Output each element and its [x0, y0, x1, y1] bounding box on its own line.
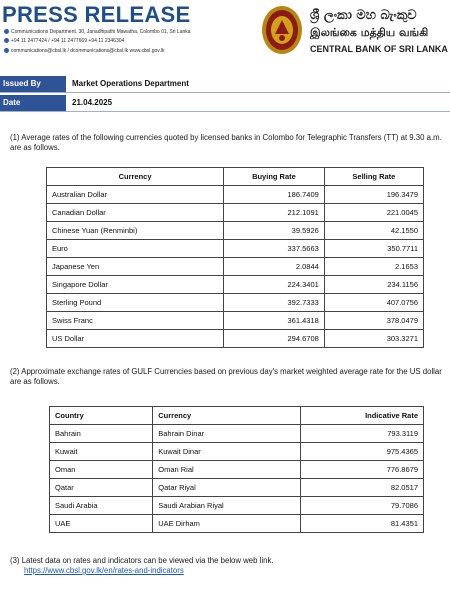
indicative-rate-cell: 793.3119 [300, 425, 423, 443]
selling-rate-cell: 350.7711 [324, 240, 423, 258]
currency-cell: Sterling Pound [47, 294, 224, 312]
buying-rate-cell: 39.5926 [224, 222, 325, 240]
bank-name-sinhala: ශ්‍රී ලංකා මහ බැංකුව [310, 8, 417, 23]
selling-rate-cell: 221.0045 [324, 204, 423, 222]
country-cell: Bahrain [50, 425, 153, 443]
gulf-rates-table [49, 406, 424, 533]
contact-address-text: Communications Department, 30, Janadhipathi Mawatha, Colombo 01, Sri Lanka [11, 29, 191, 35]
selling-rate-cell: 303.3271 [324, 330, 423, 348]
country-cell: Oman [50, 461, 153, 479]
currency-cell: Euro [47, 240, 224, 258]
table-row [50, 443, 424, 461]
buying-rate-cell: 294.6708 [224, 330, 325, 348]
column-header-selling-rate: Selling Rate [324, 168, 423, 186]
section-2-text: (2) Approximate exchange rates of GULF Currencies based on previous day's market weighted average rate for the US dollar are as follows. [10, 367, 442, 386]
currency-cell: Bahrain Dinar [153, 425, 300, 443]
country-cell: Kuwait [50, 443, 153, 461]
buying-rate-cell: 392.7333 [224, 294, 325, 312]
currency-cell: Saudi Arabian Riyal [153, 497, 300, 515]
buying-rate-cell: 212.1091 [224, 204, 325, 222]
indicative-rate-cell: 975.4365 [300, 443, 423, 461]
table-row [47, 204, 424, 222]
column-header-indicative-rate: Indicative Rate [300, 407, 423, 425]
currency-cell: Australian Dollar [47, 186, 224, 204]
table-row [50, 515, 424, 533]
table-row [47, 240, 424, 258]
selling-rate-cell: 196.3479 [324, 186, 423, 204]
buying-rate-cell: 337.5663 [224, 240, 325, 258]
currency-cell: Chinese Yuan (Renminbi) [47, 222, 224, 240]
currency-cell: US Dollar [47, 330, 224, 348]
currency-cell: Oman Rial [153, 461, 300, 479]
contact-email-text: communications@cbsl.lk / dcommunications@cbsl.lk www.cbsl.gov.lk [11, 48, 165, 54]
table-row [50, 479, 424, 497]
currency-cell: Japanese Yen [47, 258, 224, 276]
table-row [50, 425, 424, 443]
press-release-header [0, 0, 450, 66]
table-row [50, 497, 424, 515]
divider [0, 92, 450, 93]
contact-email [4, 48, 164, 54]
indicative-rate-cell: 81.4351 [300, 515, 423, 533]
indicative-rate-cell: 776.8679 [300, 461, 423, 479]
email-icon [4, 48, 9, 53]
selling-rate-cell: 234.1156 [324, 276, 423, 294]
table-row [47, 276, 424, 294]
issued-by-row [0, 76, 450, 93]
bank-name-english: CENTRAL BANK OF SRI LANKA [310, 44, 448, 54]
contact-phone-text: +94 11 2477424 / +94 11 2477669 +94 11 2346304 [11, 38, 125, 44]
rates-indicators-link[interactable]: https://www.cbsl.gov.lk/en/rates-and-indicators [24, 566, 184, 575]
table-row [50, 461, 424, 479]
table-row [47, 186, 424, 204]
contact-phone [4, 38, 124, 44]
selling-rate-cell: 378.0479 [324, 312, 423, 330]
date-value: 21.04.2025 [72, 98, 113, 107]
tt-rates-table [46, 167, 424, 348]
issued-by-value: Market Operations Department [72, 79, 189, 88]
indicative-rate-cell: 82.0517 [300, 479, 423, 497]
cbsl-emblem-logo [260, 4, 304, 56]
country-cell: Qatar [50, 479, 153, 497]
page-title: PRESS RELEASE [2, 2, 191, 27]
currency-cell: Qatar Riyal [153, 479, 300, 497]
issued-by-label: Issued By [0, 76, 66, 93]
column-header-currency: Currency [153, 407, 300, 425]
section-3 [10, 556, 446, 576]
currency-cell: Swiss Franc [47, 312, 224, 330]
country-cell: UAE [50, 515, 153, 533]
table-row [47, 330, 424, 348]
contact-address [4, 29, 191, 35]
selling-rate-cell: 42.1550 [324, 222, 423, 240]
table-header-row [47, 168, 424, 186]
table-row [47, 312, 424, 330]
column-header-country: Country [50, 407, 153, 425]
divider [0, 111, 450, 112]
selling-rate-cell: 2.1653 [324, 258, 423, 276]
buying-rate-cell: 2.0844 [224, 258, 325, 276]
phone-icon [4, 38, 9, 43]
currency-cell: Canadian Dollar [47, 204, 224, 222]
country-cell: Saudi Arabia [50, 497, 153, 515]
selling-rate-cell: 407.0756 [324, 294, 423, 312]
buying-rate-cell: 186.7409 [224, 186, 325, 204]
column-header-currency: Currency [47, 168, 224, 186]
column-header-buying-rate: Buying Rate [224, 168, 325, 186]
bank-name-tamil: இலங்கை மத்திய வங்கி [310, 26, 429, 39]
buying-rate-cell: 224.3401 [224, 276, 325, 294]
date-row [0, 95, 450, 112]
table-row [47, 258, 424, 276]
section-3-text: (3) Latest data on rates and indicators can be viewed via the below web link. [10, 556, 274, 565]
table-header-row [50, 407, 424, 425]
table-row [47, 294, 424, 312]
buying-rate-cell: 361.4318 [224, 312, 325, 330]
building-icon [4, 29, 9, 34]
currency-cell: Singapore Dollar [47, 276, 224, 294]
date-label: Date [0, 95, 66, 112]
currency-cell: Kuwait Dinar [153, 443, 300, 461]
indicative-rate-cell: 79.7086 [300, 497, 423, 515]
section-1-text: (1) Average rates of the following currencies quoted by licensed banks in Colombo for Telegraphic Transfers (TT) at 9.30 a.m. are as follows. [10, 133, 442, 152]
table-row [47, 222, 424, 240]
currency-cell: UAE Dirham [153, 515, 300, 533]
